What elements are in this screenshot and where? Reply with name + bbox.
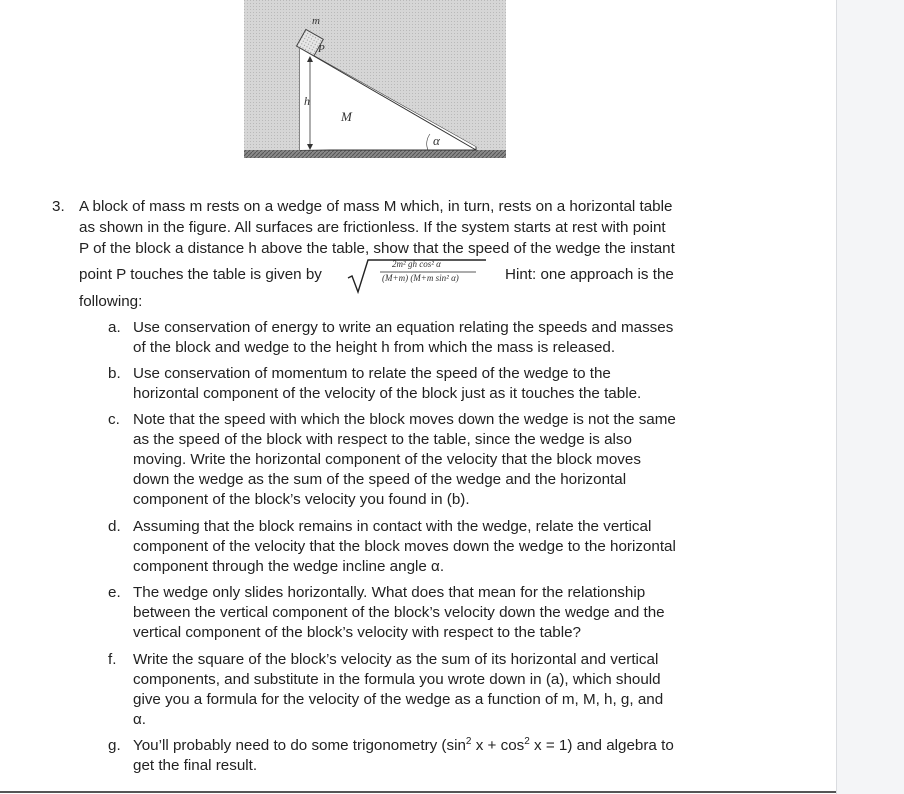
hint-text: Hint: one approach is the [505,266,674,283]
formula-sqrt [346,256,492,296]
item-e-letter: e. [108,584,121,601]
item-d-letter: d. [108,518,121,535]
item-g-sup-2: 2 [524,736,530,747]
formula-numerator: 2m² gh cos² α [392,259,441,269]
question-line-3: P of the block a distance h above the table, show that the speed of the wedge the instant [79,240,675,257]
label-h: h [304,94,310,108]
item-g-text-b: x + cos [471,737,525,754]
right-gutter [836,0,904,794]
item-c-line-3: moving. Write the horizontal component of the velocity that the block moves [133,451,641,468]
item-b-line-1: Use conservation of momentum to relate the speed of the wedge to the [133,365,611,382]
item-g-line-2: get the final result. [133,757,258,774]
item-b-line-2: horizontal component of the velocity of the block just as it touches the table. [133,385,642,402]
item-a-line-1: Use conservation of energy to write an equation relating the speeds and masses [133,319,674,336]
item-c-line-1: Note that the speed with which the block moves down the wedge is not the same [133,411,676,428]
item-c-line-2: as the speed of the block with respect to the table, since the wedge is also [133,431,632,448]
item-e-line-3: vertical component of the block’s velocity with respect to the table? [133,624,581,641]
label-alpha: α [433,133,440,148]
item-g-letter: g. [108,737,121,754]
question-number: 3. [52,198,65,215]
label-m: m [312,15,320,27]
formula-denominator: (M+m) (M+m sin² α) [382,273,459,283]
item-b-letter: b. [108,365,121,382]
item-a-line-2: of the block and wedge to the height h from which the mass is released. [133,339,616,356]
item-c-letter: c. [108,411,120,428]
item-d-line-1: Assuming that the block remains in contact with the wedge, relate the vertical [133,518,652,535]
item-d-line-2: component of the velocity that the block moves down the wedge to the horizontal [133,538,676,555]
following-text: following: [79,293,143,310]
item-f-line-4: α. [133,711,146,728]
item-g-line-1 [133,736,674,756]
page-bottom-rule [0,791,836,793]
item-c-line-4: down the wedge as the sum of the speed of the wedge and the horizontal [133,471,627,488]
item-f-line-1: Write the square of the block’s velocity as the sum of its horizontal and vertical [133,651,659,668]
item-a-letter: a. [108,319,121,336]
item-c-line-5: component of the block’s velocity you found in (b). [133,491,470,508]
label-M: M [341,109,352,124]
item-e-line-2: between the vertical component of the block’s velocity down the wedge and the [133,604,665,621]
question-line-1: A block of mass m rests on a wedge of mass M which, in turn, rests on a horizontal table [79,198,673,215]
table-surface [244,150,506,158]
formula-prefix: point P touches the table is given by [79,266,322,283]
wedge-figure [244,0,506,158]
item-f-letter: f. [108,651,117,668]
question-line-2: as shown in the figure. All surfaces are frictionless. If the system starts at rest with point [79,219,666,236]
item-f-line-3: give you a formula for the velocity of the wedge as a function of m, M, h, g, and [133,691,664,708]
item-g-text-a: You’ll probably need to do some trigonometry (sin [133,737,466,754]
item-d-line-3: component through the wedge incline angle α. [133,558,445,575]
item-g-sup-1: 2 [465,736,472,747]
label-P: P [318,43,325,55]
item-g-text-c: x = 1) and algebra to [529,737,674,754]
wedge-diagram [244,0,506,158]
item-e-line-1: The wedge only slides horizontally. What does that mean for the relationship [133,584,646,601]
item-f-line-2: components, and substitute in the formula you wrote down in (a), which should [133,671,661,688]
